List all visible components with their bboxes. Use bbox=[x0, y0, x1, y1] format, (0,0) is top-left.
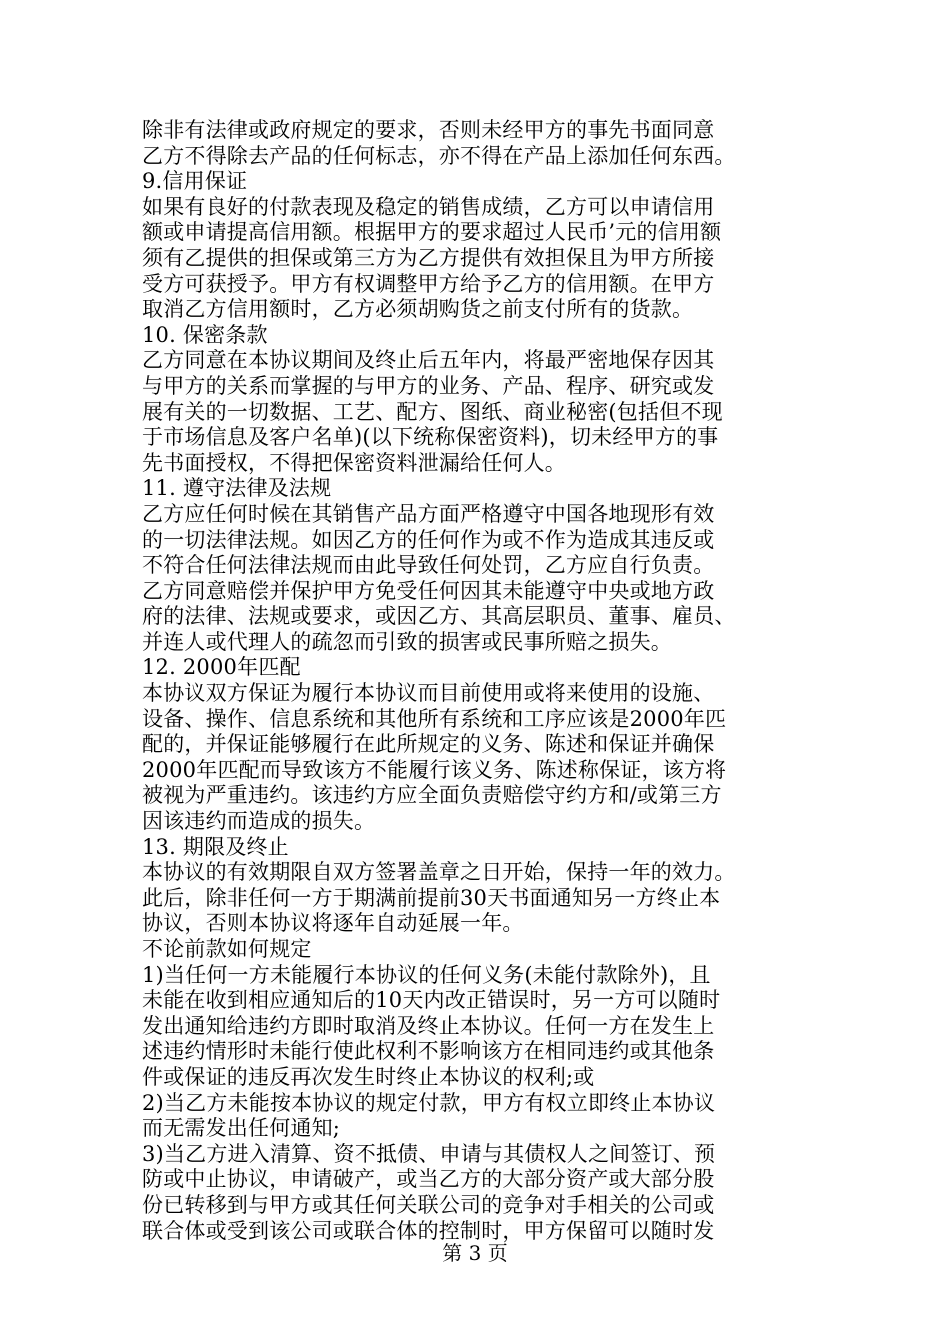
text-line: 2000年匹配而导致该方不能履行该义务、陈述称保证，该方将 bbox=[142, 757, 727, 782]
text-line: 受方可获授予。甲方有权调整甲方给予乙方的信用额。在甲方 bbox=[142, 271, 715, 296]
text-line: 配的，并保证能够履行在此所规定的义务、陈述和保证并确保 bbox=[142, 732, 715, 757]
text-line: 乙方应任何时候在其销售产品方面严格遵守中国各地现形有效 bbox=[142, 501, 715, 526]
text-line: 2)当乙方未能按本协议的规定付款，甲方有权立即终止本协议 bbox=[142, 1090, 716, 1115]
text-line: 份已转移到与甲方或其任何关联公司的竞争对手相关的公司或 bbox=[142, 1192, 715, 1217]
text-line: 而无需发出任何通知; bbox=[142, 1116, 341, 1141]
text-line: 须有乙提供的担保或第三方为乙方提供有效担保且为甲方所接 bbox=[142, 245, 715, 270]
text-line: 乙方同意赔偿并保护甲方免受任何因其未能遵守中央或地方政 bbox=[142, 578, 715, 603]
text-line: 述违约情形时未能行使此权利不影响该方在相同违约或其他条 bbox=[142, 1039, 715, 1064]
text-line: 10. 保密条款 bbox=[142, 322, 268, 347]
text-line: 先书面授权，不得把保密资料泄漏给任何人。 bbox=[142, 450, 566, 475]
text-line: 联合体或受到该公司或联合体的控制时，甲方保留可以随时发 bbox=[142, 1218, 715, 1243]
text-line: 并连人或代理人的疏忽而引致的损害或民事所赔之损失。 bbox=[142, 629, 672, 654]
text-line: 除非有法律或政府规定的要求，否则未经甲方的事先书面同意 bbox=[142, 118, 715, 142]
text-line: 额或申请提高信用额。根据甲方的要求超过人民币’元的信用额 bbox=[142, 220, 722, 245]
text-line: 不论前款如何规定 bbox=[142, 937, 312, 961]
text-line: 3)当乙方进入清算、资不抵债、申请与其债权人之间签订、预 bbox=[142, 1141, 716, 1166]
text-line: 设备、操作、信息系统和其他所有系统和工序应该是2000年匹 bbox=[142, 706, 727, 731]
text-line: 1)当任何一方未能履行本协议的任何义务(未能付款除外)，且 bbox=[142, 962, 711, 987]
text-line: 防或中止协议，申请破产，或当乙方的大部分资产或大部分股 bbox=[142, 1167, 715, 1192]
text-line: 取消乙方信用额时，乙方必须胡购货之前支付所有的货款。 bbox=[142, 297, 694, 322]
text-line: 乙方不得除去产品的任何标志，亦不得在产品上添加任何东西。 bbox=[142, 143, 736, 168]
text-line: 发出通知给违约方即时取消及终止本协议。任何一方在发生上 bbox=[142, 1013, 715, 1038]
text-line: 因该违约而造成的损失。 bbox=[142, 809, 376, 834]
text-line: 乙方同意在本协议期间及终止后五年内，将最严密地保存因其 bbox=[142, 348, 715, 373]
text-line: 被视为严重违约。该违约方应全面负责赔偿守约方和/或第三方 bbox=[142, 783, 722, 808]
text-line: 于市场信息及客户名单)(以下统称保密资料)，切未经甲方的事 bbox=[142, 425, 719, 450]
text-line: 件或保证的违反再次发生时终止本协议的权利;或 bbox=[142, 1064, 595, 1089]
page-number: 第 3 页 bbox=[442, 1241, 508, 1265]
document-body bbox=[142, 118, 822, 1244]
text-line: 的一切法律法规。如因乙方的任何作为或不作为造成其违反或 bbox=[142, 527, 715, 552]
text-line: 如果有良好的付款表现及稳定的销售成绩，乙方可以申请信用 bbox=[142, 194, 715, 219]
text-line: 本协议双方保证为履行本协议而目前使用或将来使用的设施、 bbox=[142, 681, 715, 706]
text-line: 不符合任何法律法规而由此导致任何处罚，乙方应自行负责。 bbox=[142, 553, 715, 578]
text-line: 与甲方的关系而掌握的与甲方的业务、产品、程序、研究或发 bbox=[142, 373, 715, 398]
text-line: 未能在收到相应通知后的10天内改正错误时，另一方可以随时 bbox=[142, 988, 721, 1013]
text-line: 11. 遵守法律及法规 bbox=[142, 476, 332, 501]
text-line: 12. 2000年匹配 bbox=[142, 655, 301, 680]
text-line: 此后，除非任何一方于期满前提前30天书面通知另一方终止本 bbox=[142, 885, 721, 910]
text-line: 13. 期限及终止 bbox=[142, 834, 289, 859]
text-line: 展有关的一切数据、工艺、配方、图纸、商业秘密(包括但不现 bbox=[142, 399, 723, 424]
text-line: 协议，否则本协议将逐年自动延展一年。 bbox=[142, 911, 524, 936]
text-line: 本协议的有效期限自双方签署盖章之日开始，保持一年的效力。 bbox=[142, 860, 736, 885]
text-line: 府的法律、法规或要求，或因乙方、其高层职员、董事、雇员、 bbox=[142, 604, 736, 629]
text-line: 9.信用保证 bbox=[142, 169, 248, 194]
